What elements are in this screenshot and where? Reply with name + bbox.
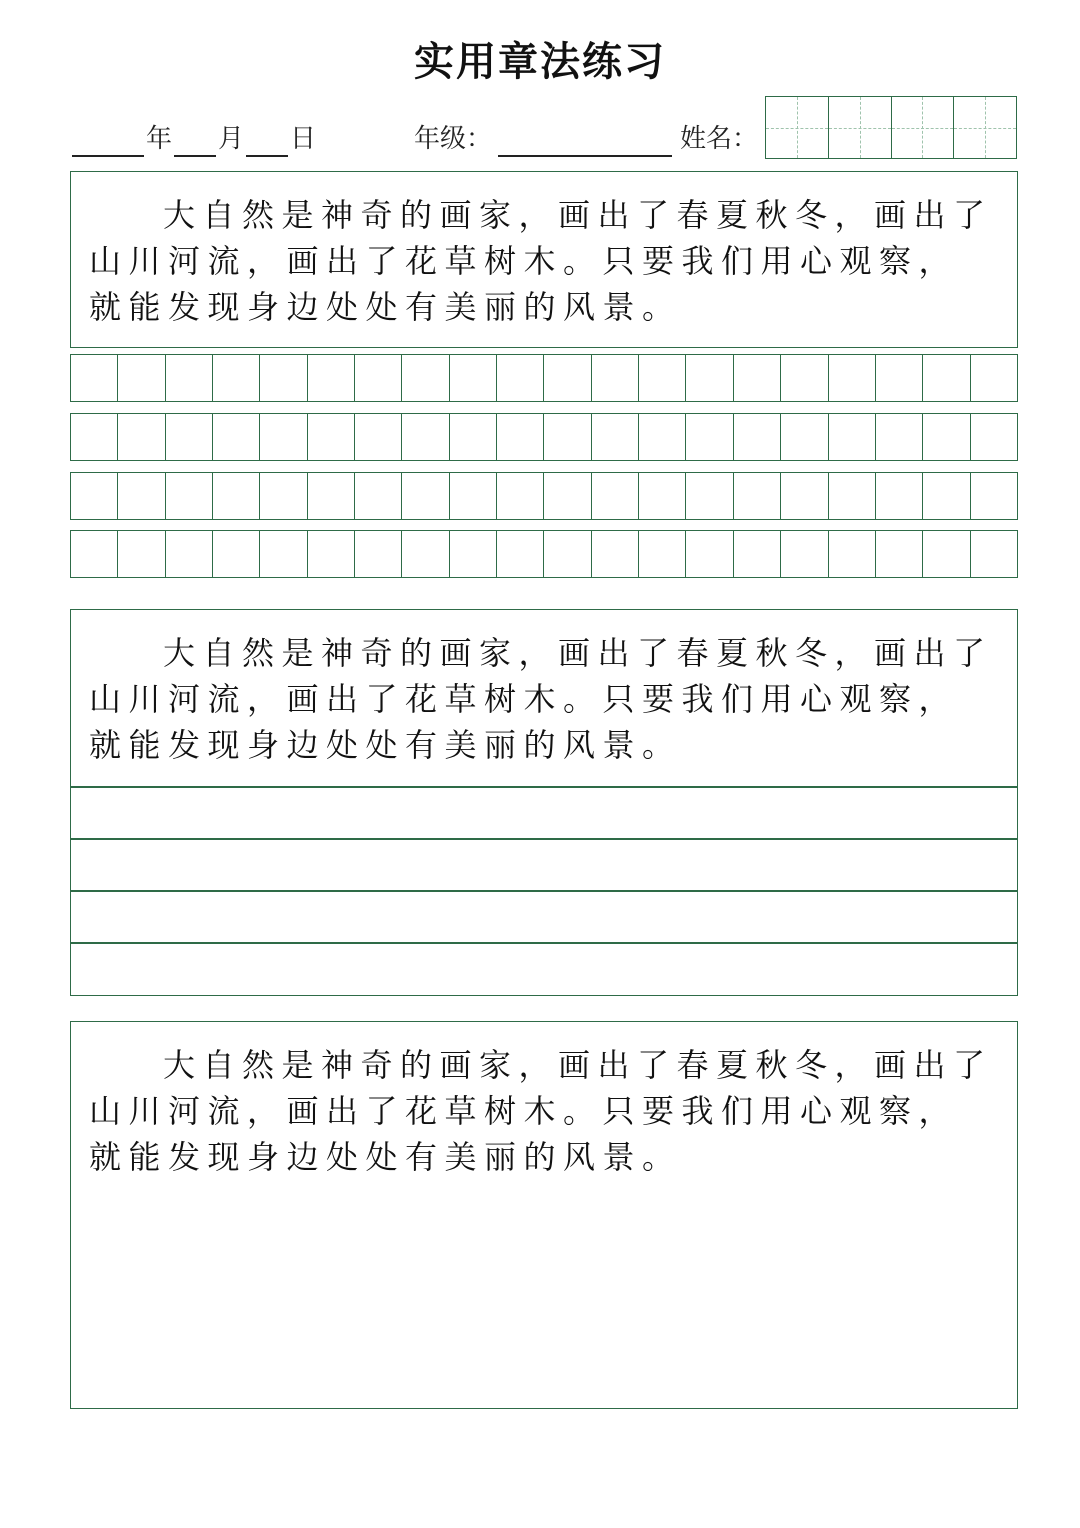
grid-cell[interactable] <box>686 531 733 577</box>
passage-box-3[interactable] <box>70 1021 1018 1409</box>
grade-blank[interactable] <box>498 155 672 157</box>
grid-cell[interactable] <box>402 531 449 577</box>
grid-cell[interactable] <box>166 531 213 577</box>
grid-cell[interactable] <box>260 355 307 401</box>
grid-cell[interactable] <box>497 531 544 577</box>
grid-cell[interactable] <box>639 531 686 577</box>
grid-cell[interactable] <box>402 473 449 519</box>
grid-cell[interactable] <box>876 414 923 460</box>
grid-cell[interactable] <box>497 473 544 519</box>
grid-row <box>70 472 1018 520</box>
name-grid-cell[interactable] <box>829 97 892 158</box>
name-grid-cell[interactable] <box>954 97 1016 158</box>
grid-cell[interactable] <box>781 414 828 460</box>
grid-cell[interactable] <box>355 355 402 401</box>
grid-cell[interactable] <box>402 414 449 460</box>
grid-cell[interactable] <box>402 355 449 401</box>
name-grid-cell[interactable] <box>892 97 955 158</box>
grid-cell[interactable] <box>829 531 876 577</box>
ruled-line <box>71 890 1017 892</box>
grid-cell[interactable] <box>544 531 591 577</box>
grid-cell[interactable] <box>450 473 497 519</box>
grid-cell[interactable] <box>686 355 733 401</box>
passage-text-3: 大自然是神奇的画家，画出了春夏秋冬，画出了山川河流，画出了花草树木。只要我们用心观察，就能发现身边处处有美丽的风景。 <box>89 1046 993 1176</box>
grid-cell[interactable] <box>308 355 355 401</box>
grid-cell[interactable] <box>781 531 828 577</box>
ruled-line <box>71 838 1017 840</box>
grid-cell[interactable] <box>71 531 118 577</box>
grid-cell[interactable] <box>971 355 1017 401</box>
grid-cell[interactable] <box>734 531 781 577</box>
section-2 <box>70 609 1018 996</box>
grid-cell[interactable] <box>544 355 591 401</box>
grid-cell[interactable] <box>355 531 402 577</box>
grid-cell[interactable] <box>118 414 165 460</box>
grid-cell[interactable] <box>876 531 923 577</box>
grid-cell[interactable] <box>213 531 260 577</box>
grid-cell[interactable] <box>686 473 733 519</box>
ruled-line <box>71 786 1017 788</box>
grid-row <box>70 354 1018 402</box>
year-label: 年 <box>146 124 173 154</box>
page-title: 实用章法练习 <box>414 39 666 85</box>
grid-cell[interactable] <box>734 414 781 460</box>
grid-cell[interactable] <box>166 473 213 519</box>
grid-cell[interactable] <box>781 473 828 519</box>
grid-cell[interactable] <box>118 355 165 401</box>
grid-cell[interactable] <box>71 355 118 401</box>
grid-cell[interactable] <box>213 473 260 519</box>
grid-cell[interactable] <box>308 414 355 460</box>
grid-cell[interactable] <box>829 473 876 519</box>
name-grid[interactable] <box>765 96 1017 159</box>
grid-cell[interactable] <box>355 473 402 519</box>
grid-cell[interactable] <box>971 473 1017 519</box>
grid-cell[interactable] <box>971 414 1017 460</box>
grid-cell[interactable] <box>639 414 686 460</box>
grid-cell[interactable] <box>450 414 497 460</box>
grid-cell[interactable] <box>592 355 639 401</box>
grid-cell[interactable] <box>829 355 876 401</box>
grid-cell[interactable] <box>639 355 686 401</box>
header-fields <box>0 0 1080 170</box>
grid-cell[interactable] <box>734 473 781 519</box>
grid-cell[interactable] <box>923 355 970 401</box>
grid-cell[interactable] <box>450 355 497 401</box>
day-blank[interactable] <box>246 155 288 157</box>
grid-cell[interactable] <box>118 531 165 577</box>
grid-cell[interactable] <box>734 355 781 401</box>
grid-cell[interactable] <box>260 414 307 460</box>
grid-cell[interactable] <box>923 473 970 519</box>
grid-cell[interactable] <box>876 473 923 519</box>
passage-text-2: 大自然是神奇的画家，画出了春夏秋冬，画出了山川河流，画出了花草树木。只要我们用心观察，就能发现身边处处有美丽的风景。 <box>89 634 993 764</box>
grid-cell[interactable] <box>166 414 213 460</box>
grid-cell[interactable] <box>971 531 1017 577</box>
grid-cell[interactable] <box>71 414 118 460</box>
passage-text-1: 大自然是神奇的画家，画出了春夏秋冬，画出了山川河流，画出了花草树木。只要我们用心观察，就能发现身边处处有美丽的风景。 <box>89 196 993 326</box>
grid-cell[interactable] <box>923 414 970 460</box>
month-label: 月 <box>218 124 245 154</box>
grid-cell[interactable] <box>592 531 639 577</box>
grid-cell[interactable] <box>592 473 639 519</box>
passage-box-1 <box>70 171 1018 348</box>
grid-cell[interactable] <box>308 473 355 519</box>
grid-cell[interactable] <box>639 473 686 519</box>
grade-label: 年级： <box>414 124 493 154</box>
grid-cell[interactable] <box>544 414 591 460</box>
grid-cell[interactable] <box>308 531 355 577</box>
grid-cell[interactable] <box>923 531 970 577</box>
grid-cell[interactable] <box>71 473 118 519</box>
name-label: 姓名： <box>680 124 759 154</box>
grid-cell[interactable] <box>260 473 307 519</box>
grid-cell[interactable] <box>592 414 639 460</box>
grid-cell[interactable] <box>781 355 828 401</box>
grid-row <box>70 413 1018 461</box>
grid-cell[interactable] <box>686 414 733 460</box>
grid-cell[interactable] <box>497 355 544 401</box>
grid-cell[interactable] <box>544 473 591 519</box>
month-blank[interactable] <box>174 155 216 157</box>
grid-cell[interactable] <box>355 414 402 460</box>
day-label: 日 <box>290 124 317 154</box>
year-blank[interactable] <box>72 155 144 157</box>
grid-cell[interactable] <box>876 355 923 401</box>
grid-cell[interactable] <box>213 355 260 401</box>
grid-cell[interactable] <box>829 414 876 460</box>
grid-cell[interactable] <box>450 531 497 577</box>
grid-row <box>70 530 1018 578</box>
ruled-line <box>71 942 1017 944</box>
grid-cell[interactable] <box>213 414 260 460</box>
grid-cell[interactable] <box>118 473 165 519</box>
name-grid-cell[interactable] <box>766 97 829 158</box>
grid-cell[interactable] <box>497 414 544 460</box>
grid-cell[interactable] <box>260 531 307 577</box>
grid-cell[interactable] <box>166 355 213 401</box>
